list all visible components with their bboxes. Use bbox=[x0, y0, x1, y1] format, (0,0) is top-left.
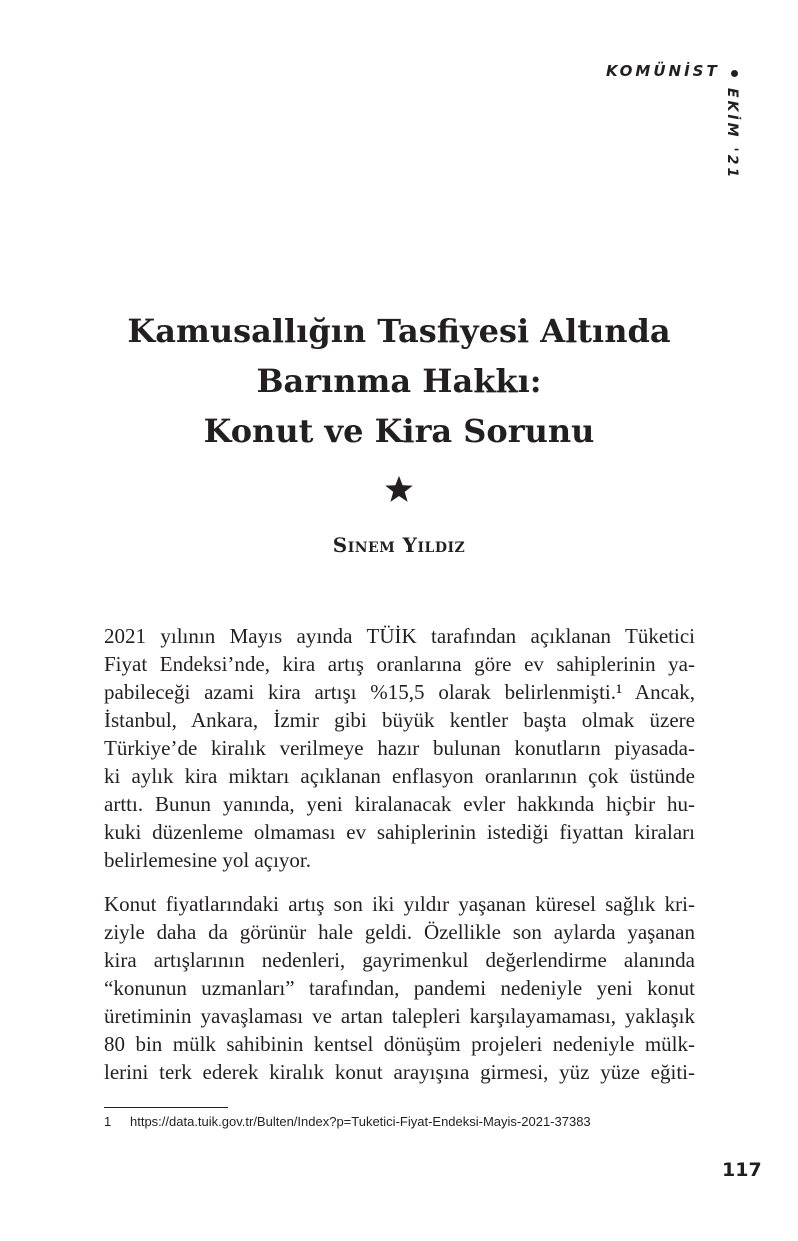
footnote-number: 1 bbox=[104, 1114, 112, 1129]
text-line: ki aylık kira miktarı açıklanan enflasyon oranlarının çok üstünde bbox=[104, 764, 695, 788]
title-line: Kamusallığın Tasfiyesi Altında bbox=[127, 312, 671, 350]
issue-label: EKİM '21 bbox=[724, 88, 740, 181]
footnote-link[interactable]: https://data.tuik.gov.tr/Bulten/Index?p=Tuketici-Fiyat-Endeksi-Mayis-2021-37383 bbox=[130, 1114, 591, 1129]
paragraph bbox=[104, 890, 695, 1086]
star-icon bbox=[384, 474, 414, 504]
text-line: kuki düzenleme olmaması ev sahiplerinin istediği fiyattan kiraları bbox=[104, 820, 695, 844]
title-line: Konut ve Kira Sorunu bbox=[203, 412, 595, 450]
text-line: arttı. Bunun yanında, yeni kiralanacak evler hakkında hiçbir hu- bbox=[104, 792, 695, 816]
footnote bbox=[104, 1114, 591, 1129]
text-line: İstanbul, Ankara, İzmir gibi büyük kentler başta olmak üzere bbox=[104, 708, 695, 732]
text-line: pabileceği azami kira artışı %15,5 olarak belirlenmişti.¹ Ancak, bbox=[104, 680, 695, 704]
author-name: Sinem Yıldız bbox=[332, 533, 466, 557]
text-line: üretiminin yavaşlaması ve artan talepleri karşılayamaması, yaklaşık bbox=[104, 1004, 695, 1028]
text-line: 80 bin mülk sahibinin kentsel dönüşüm projeleri nedeniyle mülk- bbox=[104, 1032, 695, 1056]
text-line: Fiyat Endeksi’nde, kira artış oranlarına göre ev sahiplerinin ya- bbox=[104, 652, 695, 676]
footnote-divider bbox=[104, 1107, 228, 1108]
separator-dot bbox=[731, 70, 738, 77]
text-line: Konut fiyatlarındaki artış son iki yıldır yaşanan küresel sağlık kri- bbox=[104, 892, 695, 916]
text-line: 2021 yılının Mayıs ayında TÜİK tarafından açıklanan Tüketici bbox=[104, 624, 695, 648]
text-line: “konunun uzmanları” tarafından, pandemi nedeniyle yeni konut bbox=[104, 976, 695, 1000]
title-line: Barınma Hakkı: bbox=[256, 362, 542, 400]
text-line: lerini terk ederek kiralık konut arayışına girmesi, yüz yüze eğiti- bbox=[104, 1060, 695, 1084]
magazine-name: KOMÜNİST bbox=[606, 62, 720, 80]
article-title bbox=[0, 306, 798, 456]
text-line: ziyle daha da görünür hale geldi. Özellikle son aylarda yaşanan bbox=[104, 920, 695, 944]
text-line: belirlemesine yol açıyor. bbox=[104, 848, 312, 872]
paragraph bbox=[104, 622, 695, 874]
text-line: kira artışlarının nedenleri, gayrimenkul değerlendirme alanında bbox=[104, 948, 695, 972]
text-line: Türkiye’de kiralık verilmeye hazır bulunan konutların piyasada- bbox=[104, 736, 695, 760]
page-number: 117 bbox=[722, 1159, 762, 1181]
